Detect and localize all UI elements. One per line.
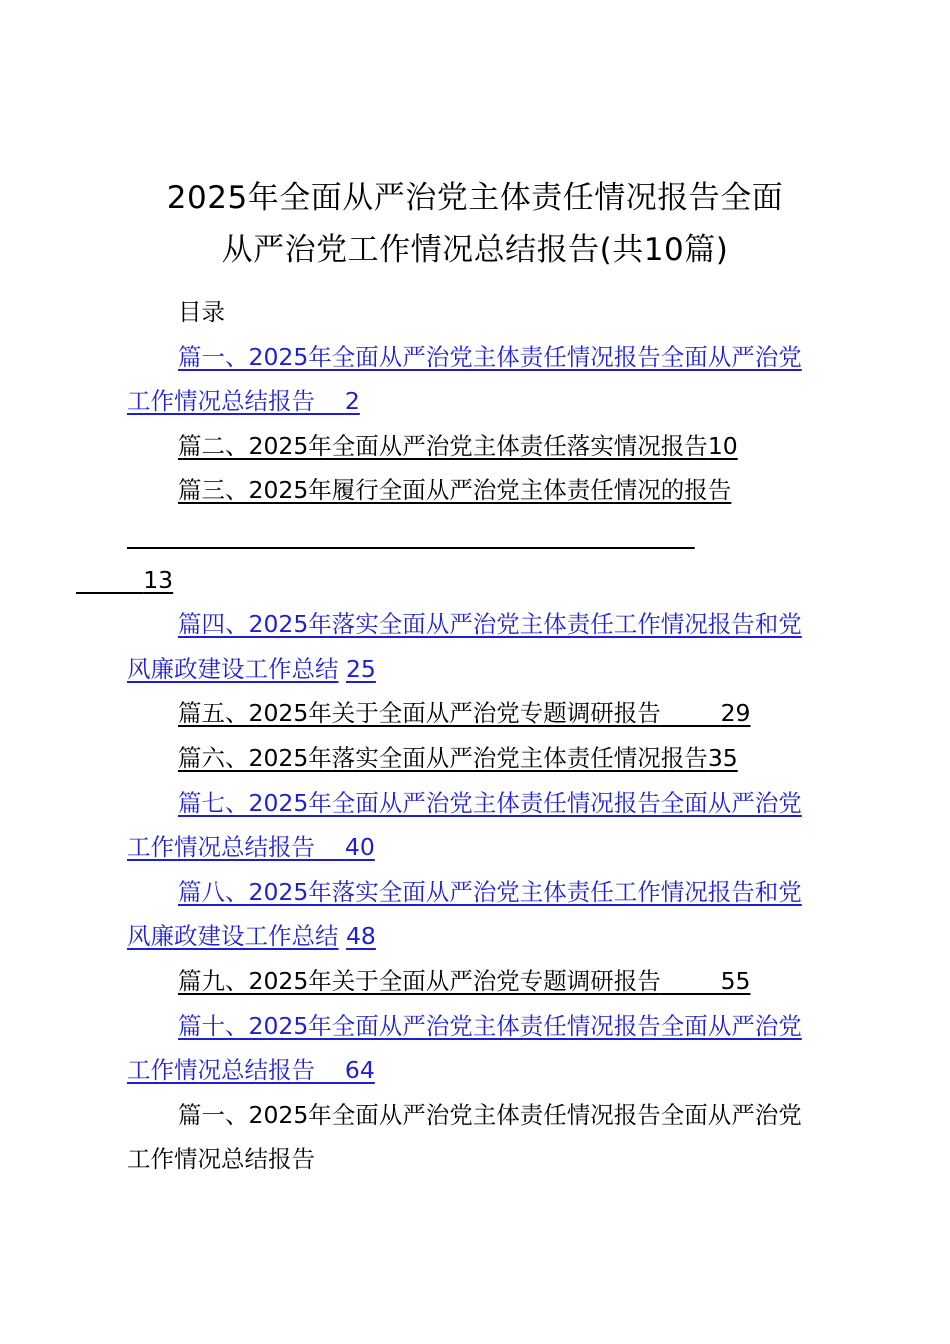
toc-entry-7[interactable] (127, 781, 817, 870)
toc-entry-10-page: 64 (344, 1056, 375, 1085)
document-body (127, 290, 817, 1182)
toc-entry-10-label: 篇十、2025年全面从严治党主体责任情况报告全面从严治党工作情况总结报告 (127, 1011, 802, 1085)
toc-entry-8[interactable] (127, 870, 817, 959)
toc-entry-2-text (178, 432, 738, 460)
title-line-2: 从严治党工作情况总结报告(共10篇) (221, 232, 729, 268)
toc-entry-6-label: 篇六、2025年落实全面从严治党主体责任情况报告 (178, 743, 708, 772)
toc-entry-6-text (178, 744, 738, 772)
toc-entry-4-link[interactable] (127, 610, 802, 683)
toc-entry-2 (127, 424, 817, 469)
toc-entry-7-label: 篇七、2025年全面从严治党主体责任情况报告全面从严治党工作情况总结报告 (127, 788, 802, 862)
toc-entry-1-link[interactable] (127, 343, 802, 416)
toc-entry-9-text (178, 967, 750, 995)
toc-entry-5-label: 篇五、2025年关于全面从严治党专题调研报告 (178, 699, 661, 728)
toc-entry-4-page[interactable]: 25 (345, 654, 376, 683)
toc-entry-1-page: 2 (344, 387, 360, 416)
toc-entry-2-label: 篇二、2025年全面从严治党主体责任落实情况报告 (178, 431, 708, 460)
toc-entry-8-page[interactable]: 48 (345, 922, 376, 951)
toc-entry-2-page: 10 (707, 431, 738, 460)
toc-entry-3-text (127, 476, 731, 549)
toc-entry-9-page: 55 (720, 966, 751, 995)
toc-entry-8-label: 篇八、2025年落实全面从严治党主体责任工作情况报告和党风廉政建设工作总结 (127, 877, 802, 951)
toc-entry-6-page: 35 (707, 743, 738, 772)
toc-entry-3-page: 13 (143, 565, 174, 594)
toc-entry-10[interactable] (127, 1004, 817, 1093)
toc-entry-3 (127, 468, 817, 602)
toc-entry-4-label: 篇四、2025年落实全面从严治党主体责任工作情况报告和党风廉政建设工作总结 (127, 610, 802, 683)
toc-heading: 目录 (178, 298, 225, 326)
toc-entry-5-text (178, 699, 750, 727)
toc-entry-6 (127, 736, 817, 781)
toc-entry-7-page: 40 (344, 833, 375, 862)
title-line-1: 2025年全面从严治党主体责任情况报告全面 (166, 180, 784, 216)
body-section-heading: 篇一、2025年全面从严治党主体责任情况报告全面从严治党工作情况总结报告 (127, 1100, 802, 1174)
toc-entry-7-link[interactable] (127, 789, 802, 862)
toc-entry-3-label: 篇三、2025年履行全面从严治党主体责任情况的报告 (178, 476, 732, 505)
toc-entry-1[interactable] (127, 335, 817, 424)
toc-entry-5-page: 29 (720, 699, 751, 728)
toc-entry-1-label: 篇一、2025年全面从严治党主体责任情况报告全面从严治党工作情况总结报告 (127, 342, 802, 416)
toc-entry-9-label: 篇九、2025年关于全面从严治党专题调研报告 (178, 966, 661, 995)
toc-entry-3-leader (76, 566, 173, 594)
toc-entry-10-link[interactable] (127, 1012, 802, 1085)
document-title (120, 172, 830, 276)
toc-entry-4[interactable] (127, 602, 817, 691)
toc-entry-8-link[interactable] (127, 878, 802, 951)
toc-entry-5 (127, 691, 817, 736)
toc-entry-9 (127, 959, 817, 1004)
